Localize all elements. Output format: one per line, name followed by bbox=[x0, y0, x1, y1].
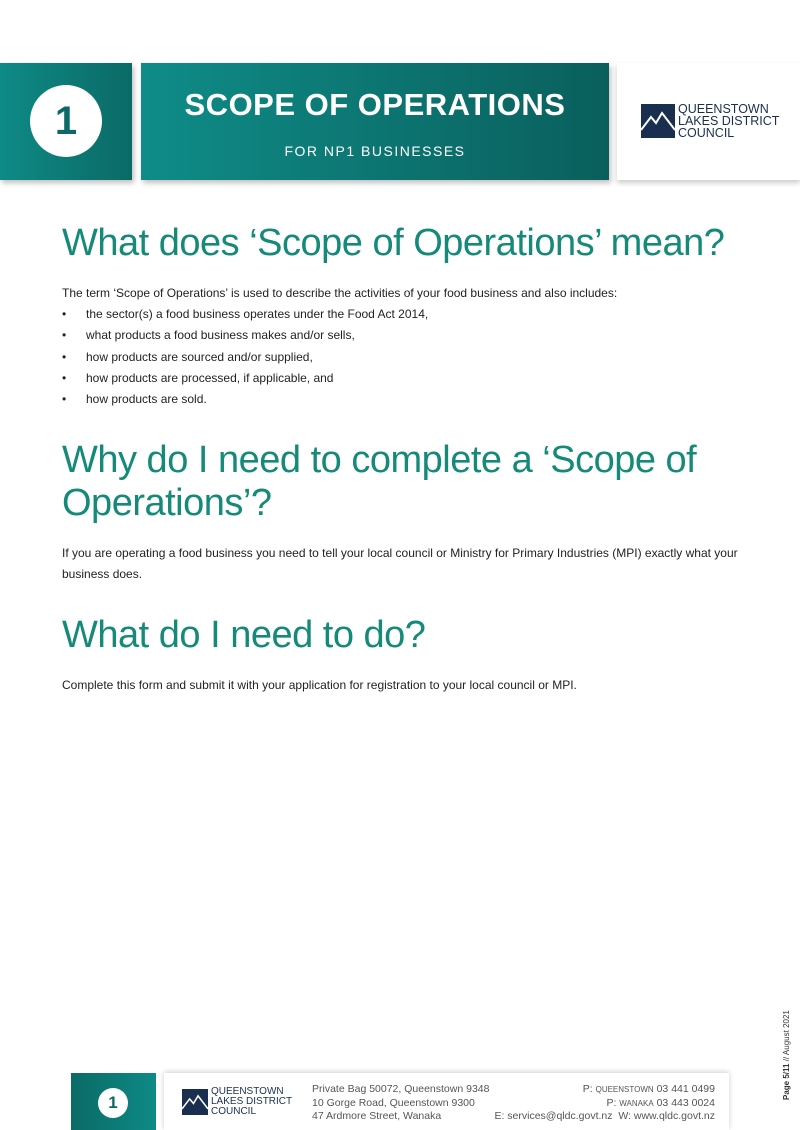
page-subtitle: FOR NP1 BUSINESSES bbox=[284, 143, 466, 159]
section-number-badge: 1 bbox=[30, 85, 102, 157]
logo-line: COUNCIL bbox=[211, 1106, 257, 1117]
bullet-list bbox=[62, 304, 742, 410]
address-line: 47 Ardmore Street, Wanaka bbox=[312, 1110, 442, 1122]
footer-address bbox=[312, 1083, 489, 1124]
logo-line: LAKES DISTRICT bbox=[211, 1096, 293, 1107]
section-heading: What do I need to do? bbox=[62, 614, 426, 657]
header-logo-box bbox=[617, 63, 800, 180]
footer bbox=[164, 1073, 729, 1130]
logo-line: QUEENSTOWN bbox=[211, 1086, 284, 1097]
phone-wanaka: 03 443 0024 bbox=[656, 1096, 715, 1109]
footer-number-badge: 1 bbox=[98, 1088, 128, 1118]
mountain-logo-icon bbox=[641, 104, 675, 138]
phone-place: WANAKA bbox=[619, 1098, 654, 1108]
phone-label: P: bbox=[582, 1083, 593, 1095]
footer-logo bbox=[182, 1087, 292, 1117]
list-item: • the sector(s) a food business operates under the Food Act 2014, bbox=[62, 304, 742, 325]
email-web: E: services@qldc.govt.nz W: www.qldc.govt.nz bbox=[494, 1110, 715, 1122]
list-item: • how products are processed, if applicable, and bbox=[62, 368, 742, 389]
logo-line: LAKES DISTRICT bbox=[678, 114, 780, 128]
list-item: • how products are sourced and/or supplied, bbox=[62, 347, 742, 368]
phone-queenstown: 03 441 0499 bbox=[656, 1083, 715, 1095]
phone-label: P: bbox=[606, 1096, 617, 1109]
section-body: Complete this form and submit it with your application for registration to your local council or MPI. bbox=[62, 678, 577, 693]
page-date: August 2021 bbox=[782, 1010, 791, 1056]
phone-place: QUEENSTOWN bbox=[595, 1085, 654, 1094]
address-line: 10 Gorge Road, Queenstown 9300 bbox=[312, 1096, 475, 1109]
list-item: • what products a food business makes and/or sells, bbox=[62, 325, 742, 346]
logo-line: COUNCIL bbox=[678, 126, 735, 140]
header-banner bbox=[141, 63, 609, 180]
section-heading: What does ‘Scope of Operations’ mean? bbox=[62, 222, 725, 264]
qldc-logo bbox=[641, 103, 779, 139]
footer-contact bbox=[494, 1083, 715, 1124]
logo-line: QUEENSTOWN bbox=[678, 102, 769, 116]
page-number: Page 5/11 bbox=[782, 1063, 791, 1100]
section-heading: Why do I need to complete a ‘Scope of Operations’? bbox=[62, 439, 697, 525]
page-info bbox=[782, 1010, 791, 1100]
separator: // bbox=[782, 1055, 791, 1064]
content bbox=[62, 222, 742, 696]
section-intro: The term ‘Scope of Operations’ is used to describe the activities of your food business and also includes: bbox=[62, 286, 618, 300]
address-line: Private Bag 50072, Queenstown 9348 bbox=[312, 1083, 490, 1095]
section-body: If you are operating a food business you need to tell your local council or Ministry for Primary Industries (MPI) exactly what your business does. bbox=[62, 546, 738, 582]
page-title: SCOPE OF OPERATIONS bbox=[184, 87, 566, 122]
list-item: • how products are sold. bbox=[62, 389, 742, 410]
mountain-logo-icon bbox=[182, 1089, 208, 1115]
